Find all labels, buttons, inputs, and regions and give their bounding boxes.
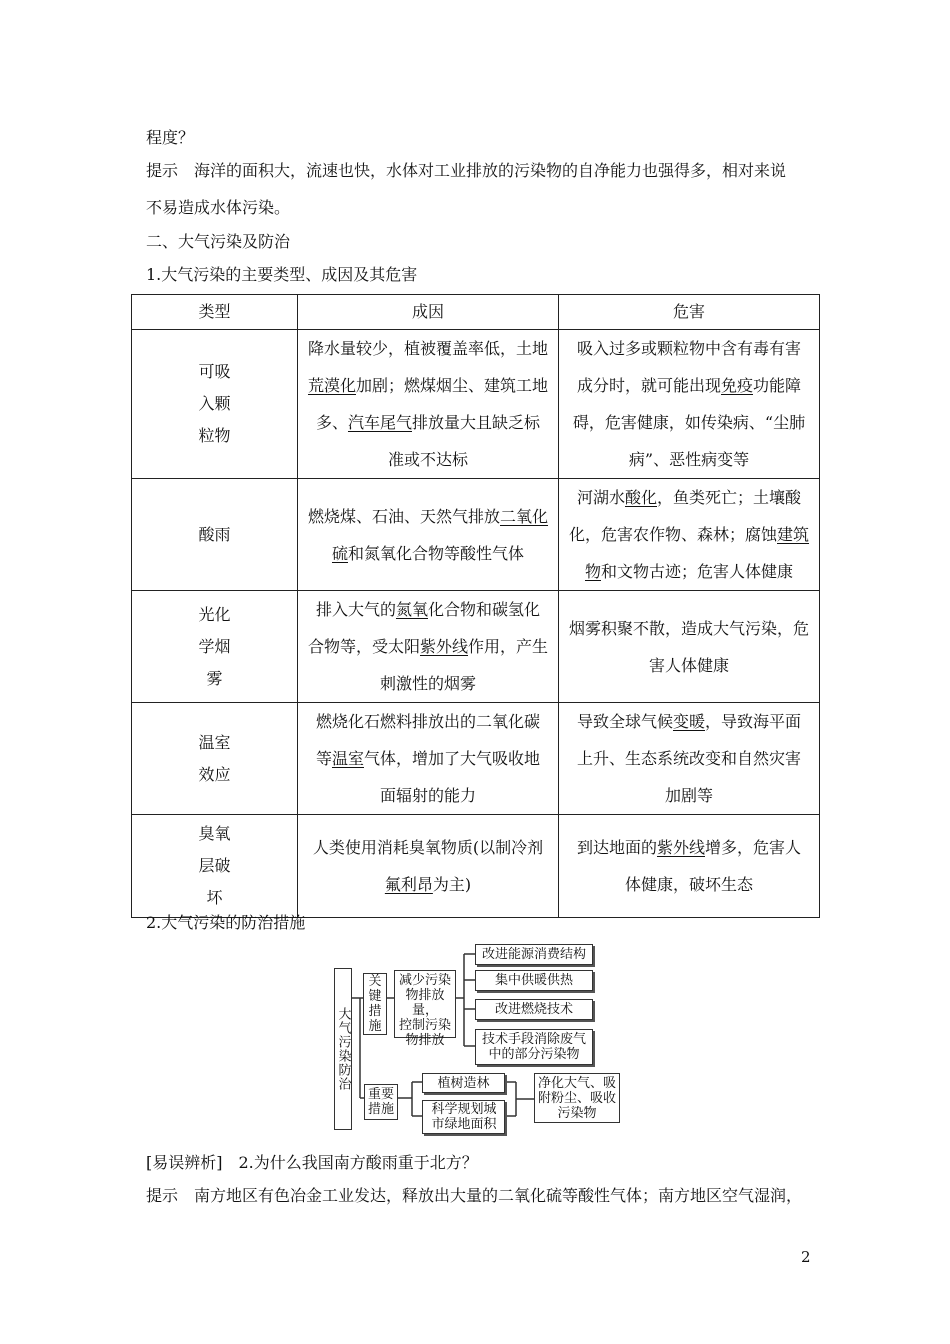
table-row <box>132 330 820 479</box>
key-item-3-box <box>475 999 593 1020</box>
cell-harm: 河湖水酸化，鱼类死亡；土壤酸 化，危害农作物、森林；腐蚀建筑 物和文物古迹；危害人体健康 <box>559 479 820 591</box>
key-measures-label: 关键措施 <box>368 974 382 1034</box>
cell-type: 臭氧 层破 坏 <box>132 815 298 918</box>
cell-cause: 燃烧化石燃料排放出的二氧化碳 等温室气体，增加了大气吸收地 面辐射的能力 <box>298 703 559 815</box>
subsection-heading-1: 1.大气污染的主要类型、成因及其危害 <box>146 265 418 284</box>
cell-cause: 人类使用消耗臭氧物质(以制冷剂 氟利昂为主) <box>298 815 559 918</box>
important-measures-label: 重要措施 <box>367 1087 394 1117</box>
key-item-2-box <box>475 970 593 991</box>
diagram-root-box <box>334 968 352 1130</box>
header-type: 类型 <box>132 295 298 330</box>
key-item-4-box <box>475 1029 593 1065</box>
cell-type: 可吸 入颗 粒物 <box>132 330 298 479</box>
pollution-table <box>131 294 820 918</box>
table-header-row <box>132 295 820 330</box>
page-number: 2 <box>801 1248 811 1266</box>
cell-cause: 降水量较少，植被覆盖率低，土地 荒漠化加剧；燃煤烟尘、建筑工地 多、汽车尾气排放量大且缺乏标 准或不达标 <box>298 330 559 479</box>
important-item-2-box <box>422 1100 505 1134</box>
diagram-root-label: 大气污染防治 <box>335 1007 351 1091</box>
cell-harm: 导致全球气候变暖，导致海平面 上升、生态系统改变和自然灾害 加剧等 <box>559 703 820 815</box>
text-line-2: 提示 海洋的面积大，流速也快，水体对工业排放的污染物的自净能力也强得多，相对来说 <box>146 161 787 180</box>
key-item-1-box <box>475 944 593 965</box>
cell-harm: 吸入过多或颗粒物中含有毒有害 成分时，就可能出现免疫功能障 碍，危害健康，如传染病、“尘肺 病”、恶性病变等 <box>559 330 820 479</box>
header-cause: 成因 <box>298 295 559 330</box>
cell-harm: 烟雾积聚不散，造成大气污染，危 害人体健康 <box>559 591 820 703</box>
text-line-3: 不易造成水体污染。 <box>146 198 291 217</box>
cell-harm: 到达地面的紫外线增多，危害人 体健康，破坏生态 <box>559 815 820 918</box>
important-result-text: 净化大气、吸 附粉尘、吸收 污染物 <box>537 1076 616 1121</box>
important-measures-box <box>364 1084 398 1120</box>
important-item-1-box <box>422 1073 505 1093</box>
cell-type: 光化 学烟 雾 <box>132 591 298 703</box>
key-item-4: 技术手段消除废气中的部分污染物 <box>481 1032 586 1062</box>
key-method-box <box>394 970 456 1048</box>
table-row <box>132 703 820 815</box>
cell-cause: 燃烧煤、石油、天然气排放二氧化 硫和氮氧化合物等酸性气体 <box>298 479 559 591</box>
key-item-2: 集中供暖供热 <box>494 973 573 988</box>
important-result-box <box>534 1073 620 1123</box>
text-line-1: 程度？ <box>146 128 195 147</box>
question-line: [易误辨析] 2.为什么我国南方酸雨重于北方？ <box>146 1153 478 1172</box>
subsection-heading-2: 2.大气污染的防治措施 <box>146 913 306 932</box>
table-row <box>132 479 820 591</box>
important-item-1: 植树造林 <box>437 1076 490 1091</box>
key-item-1: 改进能源消费结构 <box>481 947 586 962</box>
answer-line: 提示 南方地区有色冶金工业发达，释放出大量的二氧化硫等酸性气体；南方地区空气湿润， <box>146 1186 803 1205</box>
table-row <box>132 815 820 918</box>
key-measures-box <box>363 973 387 1035</box>
key-item-3: 改进燃烧技术 <box>494 1002 573 1017</box>
cell-cause: 排入大气的氮氧化合物和碳氢化 合物等，受太阳紫外线作用，产生 刺激性的烟雾 <box>298 591 559 703</box>
table-row <box>132 591 820 703</box>
important-item-2: 科学规划城市绿地面积 <box>431 1102 497 1132</box>
header-harm: 危害 <box>559 295 820 330</box>
key-method-text: 减少污染 物排放量， 控制污染 物排放 <box>398 973 451 1048</box>
cell-type: 温室 效应 <box>132 703 298 815</box>
cell-type: 酸雨 <box>132 479 298 591</box>
section-heading: 二、大气污染及防治 <box>146 232 291 251</box>
